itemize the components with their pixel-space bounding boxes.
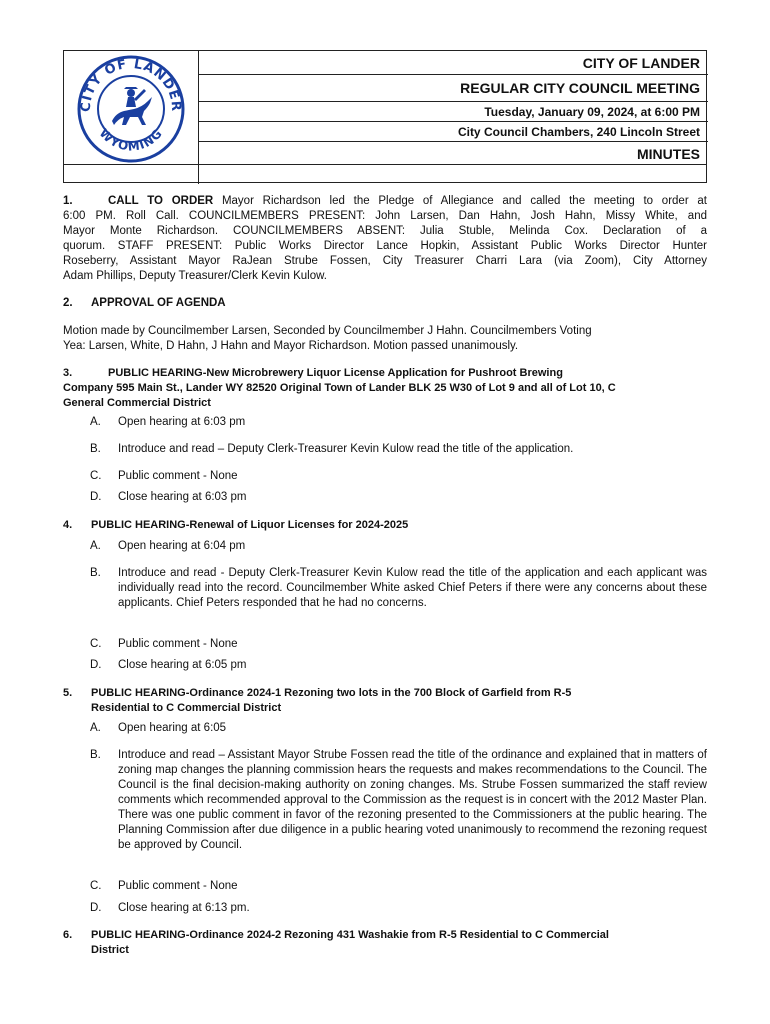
header-meeting: REGULAR CITY COUNCIL MEETING (199, 75, 708, 102)
list-item (90, 539, 707, 554)
text-line: 6:00 PM. Roll Call. COUNCILMEMBERS PRESENT: John Larsen, Dan Hahn, Josh Hahn, Missy White, and (63, 210, 707, 222)
heading-line: PUBLIC HEARING-Ordinance 2024-1 Rezoning two lots in the 700 Block of Garfield from R-5 (91, 687, 572, 699)
section-call-to-order (63, 194, 707, 284)
heading-line: PUBLIC HEARING-Renewal of Liquor Licenses for 2024-2025 (91, 519, 409, 531)
header-datetime: Tuesday, January 09, 2024, at 6:00 PM (199, 102, 708, 122)
text-line: Yea: Larsen, White, D Hahn, J Hahn and Mayor Richardson. Motion passed unanimously. (63, 340, 519, 352)
text-line: Adam Phillips, Deputy Treasurer/Clerk Kevin Kulow. (63, 270, 327, 282)
item-text: Introduce and read – Deputy Clerk-Treasurer Kevin Kulow read the title of the application. (118, 443, 574, 455)
section-approval-of-agenda (63, 296, 707, 311)
list-item (90, 637, 707, 652)
item-letter: A. (90, 416, 101, 428)
section-number: 6. (63, 929, 73, 941)
agenda-motion (63, 324, 707, 354)
item-text: Introduce and read - Deputy Clerk-Treasurer Kevin Kulow read the title of the application and each applicant was individually read into the record. Councilmember White asked Chief Peters if there were any concerns about these applicants. Chief Peters responded that he had no concerns. (118, 567, 707, 609)
section-4-heading (63, 518, 707, 533)
logo-cell (64, 51, 199, 164)
item-letter: D. (90, 491, 102, 503)
text-line: Roseberry, Assistant Mayor RaJean Strube Fossen, City Treasurer Charri Lara (via Zoom), City Attorney (63, 255, 707, 267)
item-letter: C. (90, 638, 102, 650)
item-letter: B. (90, 443, 101, 455)
item-letter: C. (90, 470, 102, 482)
city-seal-logo (64, 51, 199, 164)
svg-text:CITY OF LANDER: CITY OF LANDER (78, 56, 184, 113)
list-item (90, 469, 707, 484)
list-item (90, 748, 707, 853)
item-text: Public comment - None (118, 470, 238, 482)
item-letter: C. (90, 880, 102, 892)
section-number: 1. (63, 195, 73, 207)
item-text: Open hearing at 6:05 (118, 722, 227, 734)
heading-line: PUBLIC HEARING-New Microbrewery Liquor License Application for Pushroot Brewing (108, 367, 563, 379)
text-line: Mayor Richardson led the Pledge of Allegiance and called the meeting to order at (213, 195, 707, 207)
item-letter: D. (90, 902, 102, 914)
section-number: 2. (63, 297, 73, 309)
item-letter: A. (90, 722, 101, 734)
list-item (90, 879, 707, 894)
header-city: CITY OF LANDER (199, 51, 708, 75)
header-table (63, 50, 707, 183)
section-6-heading (63, 928, 707, 958)
list-item (90, 658, 707, 673)
section-number: 4. (63, 519, 73, 531)
item-text: Public comment - None (118, 638, 238, 650)
heading-line: General Commercial District (63, 397, 211, 409)
item-text: Close hearing at 6:05 pm (118, 659, 247, 671)
section-heading: CALL TO ORDER (108, 195, 214, 207)
text-line: quorum. STAFF PRESENT: Public Works Director Lance Hopkin, Assistant Public Works Director Hunter (63, 240, 707, 252)
header-location: City Council Chambers, 240 Lincoln Street (199, 122, 708, 142)
section-number: 5. (63, 687, 73, 699)
list-item (90, 566, 707, 611)
item-letter: D. (90, 659, 102, 671)
header-bottom-row (64, 164, 706, 183)
list-item (90, 415, 707, 430)
item-text: Open hearing at 6:04 pm (118, 540, 246, 552)
text-line: Mayor Monte Richardson. COUNCILMEMBERS ABSENT: Julia Stuble, Melinda Cox. Declaration of a (63, 225, 707, 237)
text-line: Motion made by Councilmember Larsen, Seconded by Councilmember J Hahn. Councilmembers Voting (63, 325, 592, 337)
svg-text:WYOMING: WYOMING (96, 125, 166, 154)
item-text: Close hearing at 6:13 pm. (118, 902, 250, 914)
item-text: Public comment - None (118, 880, 238, 892)
header-doc-type: MINUTES (637, 146, 700, 162)
heading-line: PUBLIC HEARING-Ordinance 2024-2 Rezoning 431 Washakie from R-5 Residential to C Commercial (91, 929, 609, 941)
list-item (90, 721, 707, 736)
list-item (90, 490, 707, 505)
section-5-heading (63, 686, 707, 716)
item-text: Close hearing at 6:03 pm (118, 491, 247, 503)
heading-line: Residential to C Commercial District (91, 702, 282, 714)
list-item (90, 901, 707, 916)
section-heading: APPROVAL OF AGENDA (91, 297, 226, 309)
item-letter: B. (90, 749, 101, 761)
list-item (90, 442, 707, 457)
item-text: Introduce and read – Assistant Mayor Strube Fossen read the title of the ordinance and explained that in matters of zoning map changes the planning commission hears the requests and makes recommendations to the Council. The Council is the final decision-making authority on zoning changes. Ms. Strube Fossen summarized the staff review comments which recommended approval to the Commission as the request is in concert with the 2012 Master Plan. There was one public comment in favor of the rezoning presented to the Commissioners at the public hearing. The Planning Commission after due diligence in a public hearing voted unanimously to recommend the rezoning request be approved by Council. (118, 749, 707, 851)
section-number: 3. (63, 367, 73, 379)
item-letter: B. (90, 567, 101, 579)
section-3-heading (63, 366, 707, 411)
item-letter: A. (90, 540, 101, 552)
item-text: Open hearing at 6:03 pm (118, 416, 246, 428)
heading-line: District (91, 944, 129, 956)
heading-line: Company 595 Main St., Lander WY 82520 Original Town of Lander BLK 25 W30 of Lot 9 and all of Lot 10, C (63, 382, 616, 394)
